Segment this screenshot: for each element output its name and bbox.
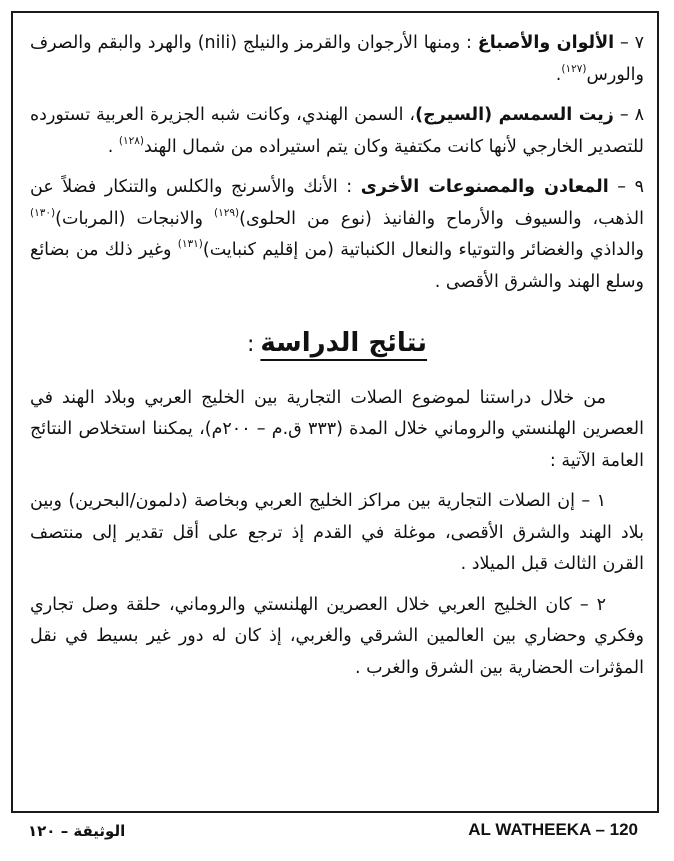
item-text: كان الخليج العربي خلال العصرين الهلنستي والروماني، حلقة وصل تجاري وفكري وحضاري بين العالمين الشرقي والغربي، إذ كان له دور غير بسيط في نقل المؤثرات الحضارية بين الشرق والغرب . (30, 594, 644, 678)
item-body: السمن الهندي، وكانت شبه الجزيرة العربية تستورده للتصدير الخارجي لأنها كانت مكتفية وكان يتم استيراده من شمال الهند (30, 105, 644, 157)
item-number: ٩ – (617, 177, 644, 197)
item-separator: : (460, 33, 478, 53)
item-number: ٢ – (579, 594, 606, 615)
item-title: الألوان والأصباغ (477, 33, 615, 53)
item-title: زيت السمسم (السيرج) (415, 105, 614, 125)
item-number: ٨ – (619, 105, 644, 125)
item-body: والانبجات (المربات) (55, 208, 214, 229)
footer-arabic: الوثيقة – ١٢٠ (28, 822, 126, 840)
page-content (30, 28, 644, 684)
item-body: الأنك والأسرنج والكلس والتنكار فضلاً عن الذهب، والسيوف والأرماح والفانيذ (نوع من الحلوى) (30, 177, 644, 229)
footnote-ref: (١٣٠) (30, 206, 56, 219)
section-title-colon: : (246, 332, 255, 357)
item-number: ٧ – (619, 33, 644, 53)
footnote-ref: (١٢٨) (118, 134, 145, 147)
item-text: إن الصلات التجارية بين مراكز الخليج العربي وبخاصة (دلمون/البحرين) وبين بلاد الهند والشرق الأقصى، موغلة في القدم إذ ترجع على أقل تقدير إلى منتصف القرن الثالث قبل الميلاد . (30, 491, 644, 574)
section-title: نتائج الدراسة (260, 328, 428, 358)
item-end: . (107, 136, 119, 157)
item-body: ومنها الأرجوان والقرمز والنيلج (nili) والهرد والبقم والصرف والورس (30, 33, 644, 85)
result-item-1 (30, 486, 644, 581)
item-end: . (555, 64, 562, 85)
list-item-7 (30, 28, 644, 91)
list-item-9 (30, 172, 644, 298)
footnote-ref: (١٢٩) (214, 206, 240, 219)
section-heading (30, 324, 644, 363)
item-separator: ، (403, 105, 416, 125)
footnote-ref: (١٢٧) (561, 62, 587, 75)
item-number: ١ – (581, 491, 606, 511)
item-separator: : (337, 177, 361, 197)
item-body: وغير ذلك من بضائع وسلع الهند والشرق الأقصى . (30, 240, 644, 292)
intro-paragraph: من خلال دراستنا لموضوع الصلات التجارية بين الخليج العربي وبلاد الهند في العصرين الهلنستي والروماني خلال المدة (٣٣٣ ق.م – ٢٠٠م)، يمكننا استخلاص النتائج العامة الآتية : (30, 387, 644, 471)
item-body: والداذي والغضائر والتوتياء والنعال الكنباتية (من إقليم كنبايت) (202, 240, 644, 260)
list-item-8 (30, 100, 644, 163)
item-title: المعادن والمصنوعات الأخرى (360, 177, 609, 197)
footer-latin: AL WATHEEKA – 120 (468, 820, 638, 839)
footnote-ref: (١٣١) (177, 238, 203, 250)
result-item-2 (30, 590, 644, 685)
